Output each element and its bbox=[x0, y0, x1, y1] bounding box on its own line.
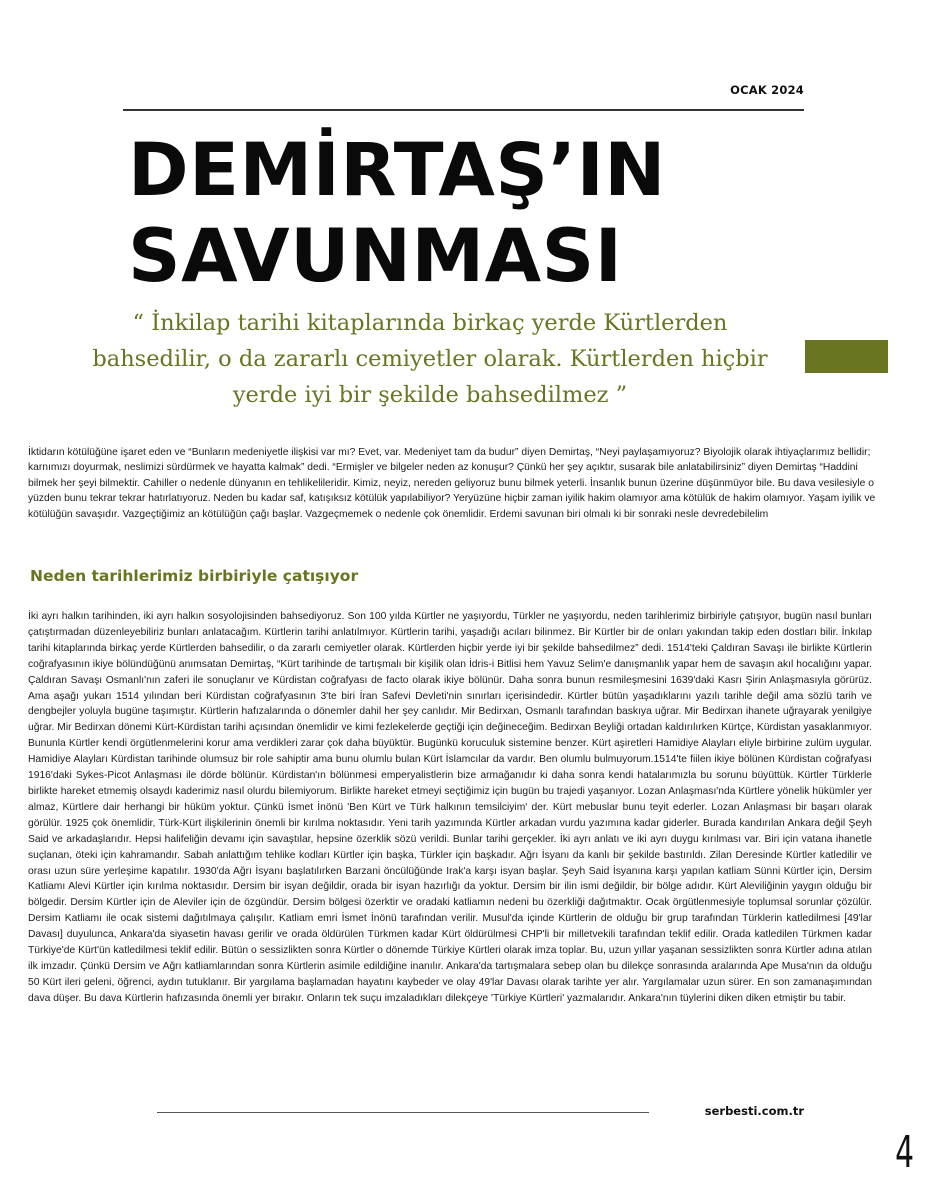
section-heading: Neden tarihlerimiz birbiriyle çatışıyor bbox=[30, 567, 359, 585]
site-url: serbesti.com.tr bbox=[704, 1104, 804, 1118]
issue-date: OCAK 2024 bbox=[730, 83, 804, 97]
pull-quote-line-3: yerde iyi bir şekilde bahsedilmez ” bbox=[232, 382, 628, 408]
pull-quote-line-2: bahsedilir, o da zararlı cemiyetler olarak. Kürtlerden hiçbir bbox=[92, 346, 768, 372]
header-divider bbox=[123, 109, 804, 111]
title-line-2: SAVUNMASI bbox=[128, 214, 623, 299]
page-number: 4 bbox=[895, 1127, 914, 1178]
pull-quote bbox=[60, 305, 800, 413]
title-line-1: DEMİRTAŞ’IN bbox=[128, 128, 666, 213]
accent-block bbox=[805, 340, 888, 373]
footer-divider bbox=[157, 1112, 649, 1113]
article-title bbox=[128, 128, 808, 300]
pull-quote-line-1: “ İnkilap tarihi kitaplarında birkaç yerde Kürtlerden bbox=[132, 310, 728, 336]
section-body: İki ayrı halkın tarihinden, iki ayrı halkın sosyolojisinden bahsediyoruz. Son 100 yılda Kürtler ne yaşıyordu, Türkler ne yaşıyordu, neden tarihlerimiz birbiriyle çatışıyor, bugün nasıl bunları çatıştırmadan düzenleyebiliriz bunları anlatacağım. Kürtlerin tarihi anlatılmıyor. Kürtlerin tarihi, yaşadığı acıları bilinmez. Bir Kürtler bir de onları yakından takip eden dostları bilir. İnkılap tarihi kitaplarında birkaç yerde Kürtlerden bahsedilir, o da zararlı cemiyetler olarak. Kürtlerden hiçbir yerde iyi bir şekilde bahsedilmez” dedi. 1514'teki Çaldıran Savaşı ile birlikte Kürtlerin coğrafyasının ikiye bölündüğünü anımsatan Demirtaş, “Kürt tarihinde de tartışmalı bir kişilik olan İdris-i Bitlisi hem Yavuz Selim'e danışmanlık yapar hem de savaşın akıl hocalığını yapar. Çaldıran Savaşı Osmanlı'nın zaferi ile sonuçlanır ve Kürdistan coğrafyası de facto olarak ikiye bölünür. Daha sonra bunun resmileşmesini 1639'daki Kasrı Şirin Anlaşmasıyla görürüz. Ama aşağı yukarı 1514 yılından beri Kürdistan coğrafyasının 3'te biri İran Safevi Devleti'nin sınırları içerisindedir. Kürtler bütün yaşadıklarını yazılı tarihle değil ama sözlü tarih ve dengbejler yoluyla bugüne taşımıştır. Kürtlerin hafızalarında o dönemler dahil her şey canlıdır. Mir Bedirxan, Osmanlı tarafından baskıya uğrar. Mir Bedirxan ihanete uğrayarak yenilgiye uğrar. Mir Bedirxan dönemi Kürt-Kürdistan tarihi açısından önemlidir ve kimi fezlekelerde geçtiği için değineceğim. Bedirxan Beyliği ortadan kaldırılırken Kürtçe, Kürdistan yasaklanmıyor. Bununla Kürtler kendi örgütlenmelerini korur ama verdikleri zarar çok daha büyüktür. Bugünkü koruculuk sistemine benzer. Kürt aşiretleri Hamidiye Alayları eliyle birbirine zulüm uygular. Hamidiye Alayları Kürdistan tarihinde olumsuz bir role sahiptir ama bunu olumlu bulan Kürt İslamcılar da vardır. Ben olumlu bulmuyorum.1514'te fiilen ikiye bölünen Kürdistan coğrafyası 1916'daki Sykes-Picot Anlaşması ile dörde bölünür. Kürdistan'ın bölünmesi emperyalistlerin bize armağanıdır ki daha sonra kendi hatalarımızla bu sorunu büyüttük. Kürtler Türklerle birlikte hareket etmemiş olsaydı kaderimiz nasıl olurdu bilemiyorum. Birlikte hareket etmeyi seçtiğimiz için bugün bu trajedi yaşanıyor. Lozan Anlaşması'nda Kürtlere yönelik hükümler yer almaz, Kürtlere dair herhangi bir hüküm yoktur. Çünkü İsmet İnönü 'Ben Kürt ve Türk halkının temsilciyim' der. Kürt mebuslar bunu teyit ederler. Lozan Anlaşması bir başarı olarak görülür. 1925 çok önemlidir, Türk-Kürt ilişkilerinin önemli bir kırılma noktasıdır. Yeni tarih yazımında Kürtler arkadan vurdu yazımına kadar giderler. Burada kandırılan Ankara değil Şeyh Said ve arkadaşlarıdır. Hepsi halifeliğin devamı için savaştılar, hepsine özerklik sözü verildi. Bunlar tarihi gerçekler. İki ayrı anlatı ve iki ayrı duygu kırılması var. Biri için vatana ihanetle suçlanan, öteki için kahramandır. Sabah anlattığım tehlike kodları Kürtler için başka, Türkler için başkadır. Ağrı İsyanı da kanlı bir şekilde bastırıldı. Zilan Deresinde Kürtler katledilir ve orası uzun süre yerleşime kapatılır. 1930'da Ağrı İsyanı başlatılırken Barzani öncülüğünde Irak'a karşı isyan başlar. Şeyh Said İsyanına karşı yapılan katliam Sünni Kürtler için, Dersim Katliamı Alevi Kürtler için kırılma noktasıdır. Dersim bir isyan değildir, orada bir isyan hazırlığı da yoktur. Dersim bir ilin ismi değildir, bir bölge adıdır. Kürt Aleviliğinin yaygın olduğu bir bölgedir. Dersim Kürtler için de Aleviler için de özgündür. Dersim bölgesi özerktir ve oradaki katliamın nedeni bu özerkliği dağıtmaktır. Ocak örgütlenmesiyle toplumsal sorunlar çözülür. Dersim Katliamı ile ocak sistemi dağıtılmaya çalışılır. Katliam emri İsmet İnönü tarafından verilir. Musul'da içinde Kürtlerin de olduğu bir grup tarafından Türklerin katledilmesi [49'lar Davası] duyulunca, Ankara'da siyasetin havası gerilir ve orada öldürülen Türkmen kadar Kürt öldürülmesi CHP'li bir milletvekili tarafından teklif edilir. Orada katledilen Türkmen kadar Türkiye'de Kürt'ün katledilmesi teklif edilir. Bütün o sessizlikten sonra Kürtler o dönemde Türkiye Kürtleri olarak imza toplar. Bu, uzun yıllar yaşanan sessizlikten sonra Kürtler adına atılan ilk imzadır. Çünkü Dersim ve Ağrı katliamlarından sonra Kürtlerin asimile edildiğine inanılır. Ankara'da tartışmalara sebep olan bu dilekçe sonrasında aralarında Ape Musa'nın da olduğu 50 Kürt ileri geleni, öğrenci, aydın tutuklanır. Bir yargılama başlamadan hayatını kaybeder ve olay 49'lar Davası olarak tarihte yer alır. Yargılamalar uzun sürer. En son zamanaşımından dava düşer. Bu dava Kürtlerin hafızasında önemli yer bırakır. Onların tek suçu imzaladıkları dilekçeye 'Türkiye Kürtleri' yazmalarıdır. Ankara'nın tüylerini diken diken etmiştir bu tabir. bbox=[28, 611, 872, 1004]
intro-paragraph: İktidarın kötülüğüne işaret eden ve “Bunların medeniyetle ilişkisi var mı? Evet, var. Medeniyet tam da budur” diyen Demirtaş, “Neyi paylaşamıyoruz? Biyolojik olarak ihtiyaçlarımız bellidir; karnımızı doyurmak, neslimizi sürdürmek ve hayatta kalmak” dedi. “Ermişler ve bilgeler neden az konuşur? Çünkü her şey açıktır, susarak bile anlatabilirsiniz” diyen Demirtaş “Haddini bilmek her şeyi bilmektir. Cahiller o nedenle dünyanın en tehlikelileridir. Kimiz, neyiz, nereden geliyoruz bunu bilmek yeterli. İnsanlık bunun üzerine düşünmüyor bile. Bu dava vesilesiyle o yüzden bunu tekrar tekrar hatırlatıyoruz. Neden bu kadar saf, katışıksız kötülük yapılabiliyor? Yeryüzüne hiçbir zaman iyilik hakim olamıyor ama kötülük de hakim olamıyor. Yaşam iyilik ve kötülüğün savaşıdır. Vazgeçtiğimiz an kötülüğün çağı başlar. Vazgeçmemek o nedenle çok önemlidir. Erdemi savunan biri olmalı ki bir sonraki nesle devredebilelim bbox=[28, 447, 876, 520]
